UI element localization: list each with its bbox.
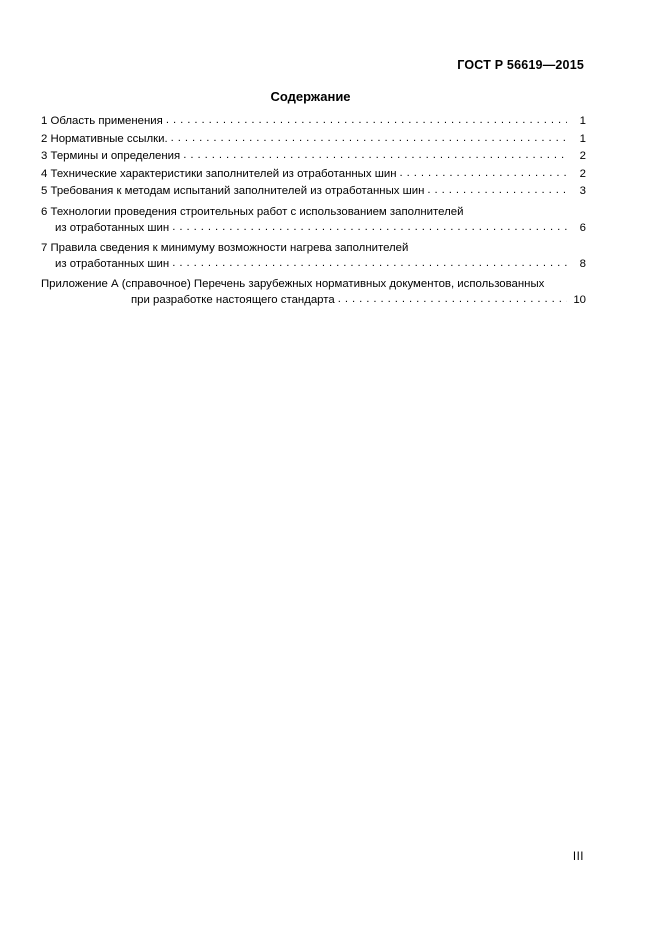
page-title: Содержание: [270, 89, 351, 104]
toc-dot-leader: [183, 151, 567, 164]
toc-dot-leader: [466, 207, 584, 220]
toc-entry-label: 5 Требования к методам испытаний заполнителей из отработанных шин: [41, 185, 425, 198]
toc-entry[interactable]: [41, 114, 586, 130]
table-of-contents: [41, 114, 586, 311]
toc-dot-leader: [338, 295, 567, 308]
toc-page-number: 1: [579, 115, 586, 127]
standard-number-header: ГОСТ Р 56619—2015: [457, 58, 584, 72]
toc-entry[interactable]: [41, 132, 586, 148]
toc-dot-leader: [547, 279, 584, 292]
toc-page-number: 2: [579, 167, 586, 180]
toc-entry-label-continued: из отработанных шин: [55, 221, 170, 234]
toc-entry-label: 1 Область применения: [41, 115, 163, 127]
toc-page-number: 3: [579, 185, 586, 198]
toc-page-number: 10: [573, 293, 586, 306]
toc-page-number: 2: [579, 150, 586, 163]
toc-entry-label: Приложение А (справочное) Перечень зарубежных нормативных документов, использованных: [41, 278, 545, 291]
toc-entry[interactable]: [41, 167, 586, 183]
toc-entry-label: 6 Технологии проведения строительных работ с использованием заполнителей: [41, 205, 464, 218]
toc-dot-leader: [166, 116, 567, 129]
toc-dot-leader: [400, 168, 568, 181]
toc-dot-leader: [427, 186, 567, 199]
toc-entry[interactable]: [41, 241, 586, 272]
toc-entry-label: 4 Технические характеристики заполнителей из отработанных шин: [41, 167, 397, 180]
toc-dot-leader: [171, 133, 567, 146]
folio-page-number: III: [572, 851, 584, 863]
toc-entry-label: 7 Правила сведения к минимуму возможности нагрева заполнителей: [41, 242, 409, 255]
toc-entry-label-continued: при разработке настоящего стандарта: [131, 293, 335, 306]
toc-entry[interactable]: [41, 184, 586, 200]
toc-dot-leader: [411, 243, 584, 256]
toc-entry-appendix[interactable]: [41, 277, 586, 308]
toc-entry[interactable]: [41, 205, 586, 236]
toc-entry-label: 2 Нормативные ссылки.: [41, 132, 168, 145]
toc-entry-label-continued: из отработанных шин: [55, 257, 170, 270]
toc-dot-leader: [172, 222, 567, 235]
toc-entry-label: 3 Термины и определения: [41, 150, 181, 163]
toc-page-number: 1: [579, 132, 586, 145]
toc-page-number: 6: [579, 221, 586, 234]
toc-page-number: 8: [579, 257, 586, 270]
toc-dot-leader: [172, 258, 567, 271]
toc-entry[interactable]: [41, 149, 586, 165]
